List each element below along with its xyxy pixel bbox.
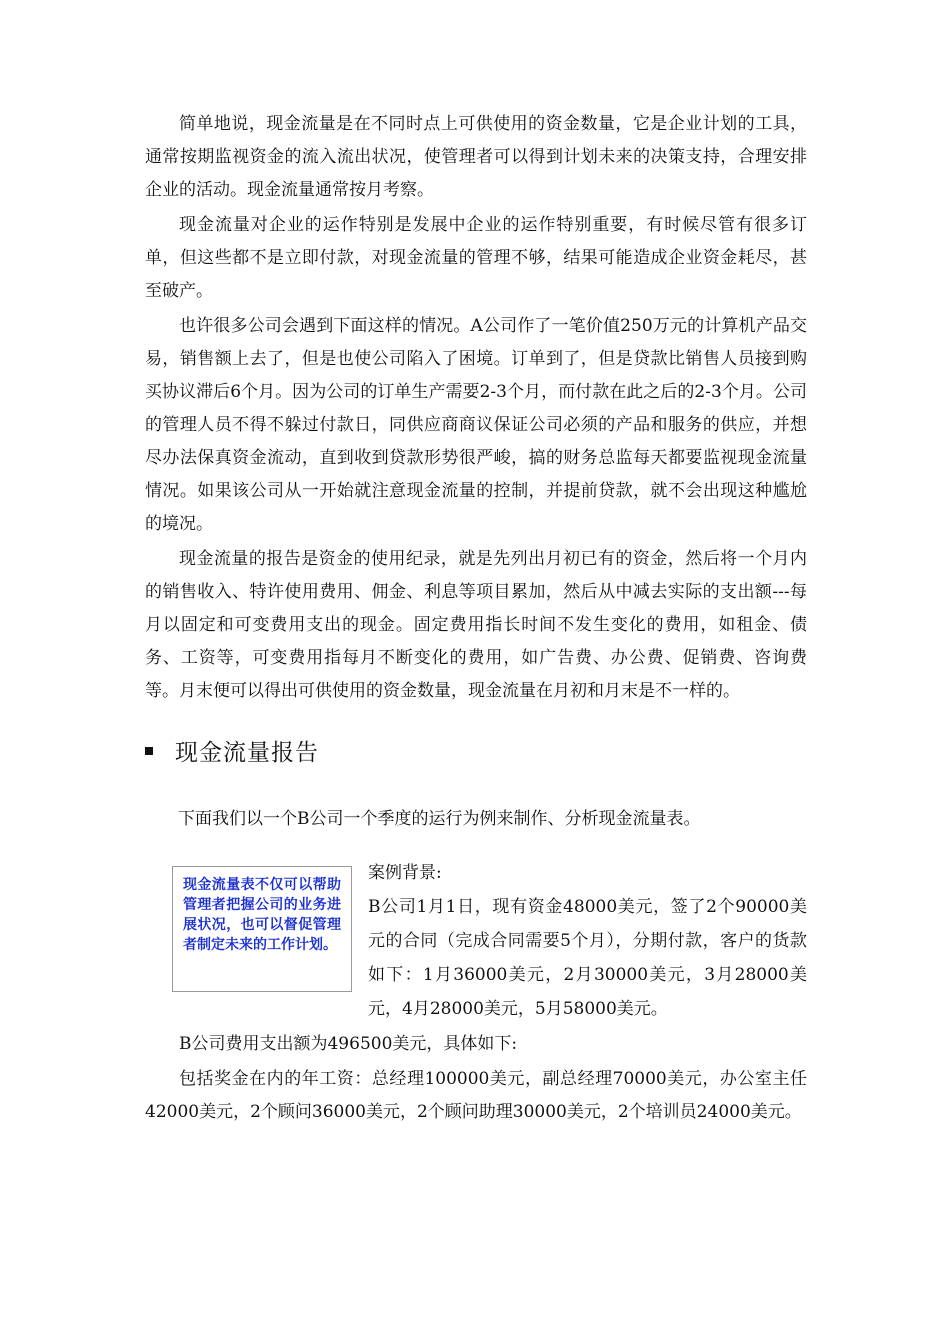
document-page [145,108,807,1131]
callout-box: 现金流量表不仅可以帮助管理者把握公司的业务进展状况，也可以督促管理者制定未来的工作计划。 [172,866,352,992]
expense-intro: B公司费用支出额为496500美元，具体如下: [179,1034,518,1054]
paragraph-cash-flow-importance: 现金流量对企业的运作特别是发展中企业的运作特别重要，有时候尽管有很多订单，但这些都不是立即付款，对现金流量的管理不够，结果可能造成企业资金耗尽，甚至破产。 [145,215,807,301]
case-label: 案例背景: [368,863,442,883]
paragraph-company-a-example: 也许很多公司会遇到下面这样的情况。A公司作了一笔价值250万元的计算机产品交易，销售额上去了，但是也使公司陷入了困境。订单到了，但是贷款比销售人员接到购买协议滞后6个月。因为公司的订单生产需要2-3个月，而付款在此之后的2-3个月。公司的管理人员不得不躲过付款日，同供应商商议保证公司必须的产品和服务的供应，并想尽办法保真资金流动，直到收到贷款形势很严峻，搞的财务总监每天都要监视现金流量情况。如果该公司从一开始就注意现金流量的控制，并提前贷款，就不会出现这种尴尬的境况。 [145,316,807,534]
section-heading [145,734,807,767]
case-background: B公司1月1日，现有资金48000美元，签了2个90000美元的合同（完成合同需要5个月），分期付款，客户的货款如下：1月36000美元，2月30000美元，3月28000美元，4月28000美元，5月58000美元。 [368,897,807,1019]
case-block [145,856,807,1026]
salary-details: 包括奖金在内的年工资：总经理100000美元，副总经理70000美元，办公室主任42000美元，2个顾问36000美元，2个顾问助理30000美元，2个培训员24000美元。 [145,1069,807,1122]
square-bullet-icon [145,747,153,755]
section-title: 现金流量报告 [175,740,319,766]
paragraph-cash-flow-definition: 简单地说，现金流量是在不同时点上可供使用的资金数量，它是企业计划的工具，通常按期监视资金的流入流出状况，使管理者可以得到计划未来的决策支持，合理安排企业的活动。现金流量通常按月考察。 [145,114,807,200]
paragraph-cash-flow-report: 现金流量的报告是资金的使用纪录，就是先列出月初已有的资金，然后将一个月内的销售收入、特许使用费用、佣金、利息等项目累加，然后从中减去实际的支出额---每月以固定和可变费用支出的现金。固定费用指长时间不发生变化的费用，如租金、债务、工资等，可变费用指每月不断变化的费用，如广告费、办公费、促销费、咨询费等。月末便可以得出可供使用的资金数量，现金流量在月初和月末是不一样的。 [145,549,807,701]
section-intro: 下面我们以一个B公司一个季度的运行为例来制作、分析现金流量表。 [178,809,701,829]
